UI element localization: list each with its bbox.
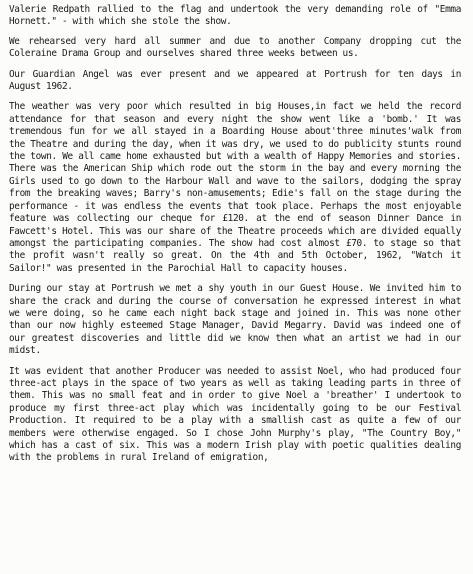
paragraph-valerie-redpath: Valerie Redpath rallied to the flag and undertook the very demanding role of "Emma Hornett." - with which she stole the show. — [9, 4, 461, 28]
paragraph-rehearsals: We rehearsed very hard all summer and due to another Company dropping cut the Coleraine Drama Group and ourselves shared three weeks between us. — [9, 35, 461, 60]
paragraph-portrush-appearance: Our Guardian Angel was ever present and we appeared at Portrush for ten days in August 1962. — [9, 68, 461, 93]
paragraph-david-megarry: During our stay at Portrush we met a shy youth in our Guest House. We invited him to share the crack and during the course of conversation he expressed interest in what we were doing, so he came each night back stage and joined in. This was none other than our now highly esteemed Stage Manager, David Megarry. David was indeed one of our greatest discoveries and little did we know then what an artist we had in our midst. — [9, 283, 461, 357]
page-bottom-mark — [212, 568, 218, 574]
paragraph-weather-and-season: The weather was very poor which resulted in big Houses,in fact we held the record attendance for that season and every night the show went like a 'bomb.' It was tremendous fun for we all stayed in a Boarding House about'three minutes'walk from the Theatre and during the day, when it was dry, we used to do publicity stunts round the town. We all came home exhausted but with a wealth of Happy Memories and stories. There was the American Ship which rode out the storm in the bay and every morning the Girls used to go down to the Harbour Wall and wave to the sailors, dodging the spray from the breaking waves; Barry's non-amusements; Edie's fall on the stage during the performance - it was endless the events that took place. Perhaps the most enjoyable feature was collecting our cheque for £120. at the end of season Dinner Dance in Fawcett's Hotel. This was our share of the Theatre proceeds which are divided equally amongst the participating companies. The show had cost almost £70. to stage so that the profit wasn't really so great. On the 4th and 5th October, 1962, "Watch it Sailor!" was presented in the Parochial Hall to capacity houses. — [9, 101, 461, 274]
paragraph-another-producer: It was evident that another Producer was needed to assist Noel, who had produced four three-act plays in the space of two years as well as taking leading parts in three of them. This was no small feat and in order to give Noel a 'breather' I undertook to produce my first three-act play which was incidentally going to be our Festival Production. It required to be a play with a smallish cast as quite a few of our members were otherwise engaged. So I chose John Murphy's play, "The Country Boy," which has a cast of six. This was a modern Irish play with poetic qualities dealing with the problems in rural Ireland of emigration, — [9, 365, 461, 464]
